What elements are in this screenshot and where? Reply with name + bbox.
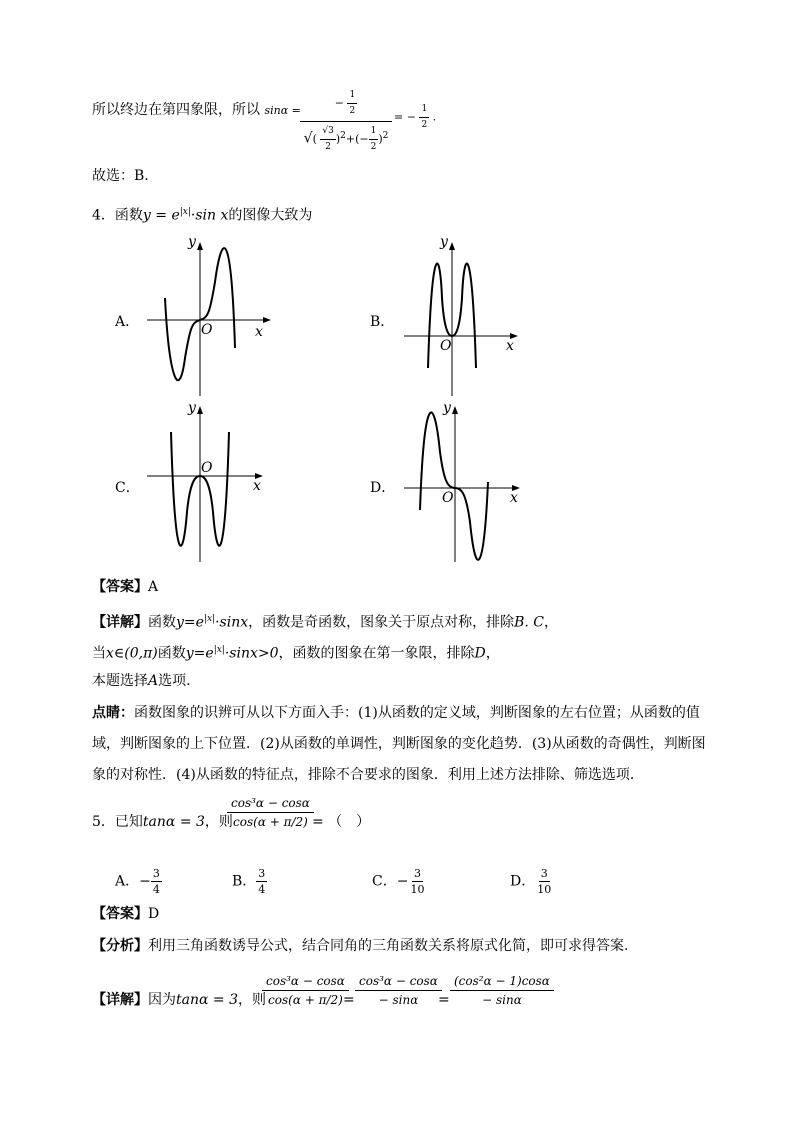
q4-option-c-label: C．	[115, 480, 140, 496]
opt-n: 3	[152, 867, 160, 880]
prev-rhs-n: 1	[419, 102, 429, 118]
answer-value: A	[148, 579, 159, 595]
d1d: ·sinx	[215, 614, 249, 631]
q5-frac-den: cos(α + π/2)	[233, 815, 308, 829]
prev-intro: 所以终边在第四象限，所以	[92, 102, 260, 118]
detail-tag: 【详解】	[92, 614, 148, 631]
q5-blank: （ ）	[328, 814, 371, 830]
q5-eq-sign: =	[312, 814, 324, 830]
opt-label: C．	[372, 873, 397, 890]
graph-b	[400, 238, 530, 398]
q5-analysis	[92, 936, 628, 956]
analysis-text: 利用三角函数诱导公式，结合同角的三角函数关系将原式化简，即可求得答案.	[148, 938, 629, 954]
opt-d: 10	[537, 883, 552, 896]
graph-d	[400, 402, 530, 564]
q5-frac-num: cos³α − cosα	[227, 796, 314, 813]
prev-fraction: − $\frac{1}{2}$ √( $\frac{√3}{2}$ )$^2$+(− $\frac{1}{2}$ )$^2$	[300, 88, 392, 155]
q5-option-c	[372, 866, 426, 897]
d1b: y=e	[176, 614, 204, 631]
prev-den-a: √3	[320, 124, 335, 140]
d3a: 本题选择	[92, 673, 148, 689]
q5-detail	[92, 990, 266, 1010]
prev-num-n: 1	[347, 88, 357, 104]
q5-answer	[92, 904, 159, 924]
q5-cond: tanα = 3	[142, 814, 205, 830]
x-label: x	[253, 478, 261, 494]
d2b: x∈(0,π)	[106, 645, 158, 662]
q4-note-2: 域，判断图象的上下位置．(2)从函数的单调性，判断图象的变化趋势．(3)从函数的奇偶性，判断图	[92, 736, 706, 752]
d3b: A	[148, 673, 159, 689]
answer-tag: 【答案】	[92, 579, 148, 595]
d2c: 函数	[157, 645, 186, 662]
y-label: y	[440, 238, 448, 250]
analysis-tag: 【分析】	[92, 938, 148, 954]
x-label: x	[510, 490, 518, 506]
x-arrow-icon	[263, 317, 271, 323]
f1-num: cos³α − cosα	[262, 974, 349, 991]
prev-num-d: 2	[349, 106, 356, 116]
q5-detail-eq1: =	[343, 992, 355, 1008]
q5-mid: ，则	[204, 814, 233, 830]
opt-n: 3	[540, 867, 548, 880]
d2e: |x|	[213, 645, 225, 655]
q4-detail-1	[92, 609, 558, 633]
q4-detail-3	[92, 671, 191, 691]
origin-label: O	[201, 460, 213, 476]
q4-option-b-label: B．	[370, 314, 395, 330]
q5-detail-frac2	[355, 974, 442, 1007]
opt-d: 4	[152, 883, 160, 896]
prev-rhs-eq: = −	[394, 110, 416, 124]
origin-label: O	[201, 322, 213, 338]
prev-lhs: sinα =	[264, 104, 301, 117]
q5-detail-frac1	[262, 974, 349, 1007]
f2-num: cos³α − cosα	[355, 974, 442, 991]
note-tag: 点睛：	[92, 705, 134, 721]
opt-sign: −	[396, 873, 409, 890]
opt-label: D．	[510, 873, 536, 890]
d2d: y=e	[185, 645, 214, 662]
opt-sign: −	[139, 873, 151, 890]
prev-line	[92, 100, 301, 121]
prev-choice: 故选：B.	[92, 168, 149, 184]
detail-mid: ，则	[237, 992, 266, 1008]
d2a: 当	[92, 645, 106, 662]
f3-den: − sinα	[482, 993, 522, 1007]
prev-den-a-d: 2	[325, 142, 331, 152]
d1e: ，函数是奇函数，图象关于原点对称，排除	[248, 614, 515, 631]
graph-a	[145, 238, 275, 398]
q4-option-a-label: A．	[115, 314, 140, 330]
f2-den: − sinα	[378, 993, 419, 1007]
d2i: ，	[485, 645, 500, 662]
q4-detail-2	[92, 640, 500, 664]
q4-stem-exp: |x|	[179, 207, 191, 217]
q5-detail-eq2: =	[438, 992, 450, 1008]
d2g: ，函数的图象在第一象限，排除	[278, 645, 475, 662]
opt-d: 4	[258, 883, 266, 896]
answer-value: D	[148, 906, 160, 922]
q5-stem	[92, 812, 233, 832]
q4-stem-post: 的图像大致为	[228, 207, 313, 224]
prev-den-b: 1	[369, 124, 379, 140]
curve	[420, 412, 488, 559]
opt-d: 10	[410, 883, 425, 896]
d1f: B. C	[514, 614, 545, 631]
q5-eq	[312, 812, 370, 832]
answer-tag: 【答案】	[92, 906, 148, 922]
q4-stem-fn: y = e	[142, 207, 180, 224]
y-arrow-icon	[197, 242, 203, 250]
opt-n: 3	[413, 867, 421, 880]
detail-tag: 【详解】	[92, 992, 148, 1008]
q4-note-1	[92, 703, 700, 723]
y-arrow-icon	[197, 406, 203, 414]
prev-num-sign: −	[334, 96, 344, 110]
d1g: ，	[544, 614, 559, 631]
q4-option-d-label: D．	[370, 480, 396, 496]
x-label: x	[506, 338, 514, 354]
prev-rhs-d: 2	[421, 120, 428, 130]
q5-option-d	[510, 866, 553, 897]
opt-n: 3	[258, 867, 266, 880]
y-label: y	[188, 238, 196, 250]
opt-label: A．	[115, 873, 140, 890]
graph-c	[145, 402, 275, 564]
q4-stem-pre: 4．函数	[92, 207, 143, 224]
d2f: ·sinx>0	[224, 645, 279, 662]
detail-cond: tanα = 3	[176, 992, 238, 1008]
f3-num: (cos²α − 1)cosα	[450, 974, 554, 991]
prev-end: .	[432, 110, 437, 124]
q4-stem-fn2: ·sin x	[190, 207, 229, 224]
q4-note-3: 象的对称性．(4)从函数的特征点，排除不合要求的图象．利用上述方法排除、筛选选项．	[92, 767, 644, 783]
note-1: 函数图象的识辨可从以下方面入手：(1)从函数的定义域，判断图象的左右位置；从函数的值	[134, 705, 700, 721]
q5-detail-frac3	[450, 974, 554, 1007]
y-label: y	[443, 402, 451, 416]
prev-rhs	[394, 102, 436, 133]
opt-label: B．	[232, 873, 257, 890]
d2h: D	[474, 645, 486, 662]
q5-option-b	[232, 866, 267, 897]
d1a: 函数	[148, 614, 176, 631]
origin-label: O	[442, 490, 454, 506]
q5-fraction	[227, 796, 314, 829]
d1c: |x|	[203, 614, 216, 624]
y-arrow-icon	[449, 242, 455, 250]
q5-stem-pre: 5．已知	[92, 814, 143, 830]
prev-den-b-d: 2	[370, 142, 377, 152]
y-label: y	[188, 402, 196, 416]
q4-stem	[92, 202, 312, 226]
d3c: 选项.	[158, 673, 191, 689]
y-arrow-icon	[452, 406, 458, 414]
origin-label: O	[440, 338, 452, 354]
f1-den: cos(α + π/2)	[268, 993, 343, 1007]
q5-option-a	[115, 866, 162, 897]
x-label: x	[255, 324, 263, 340]
q4-answer	[92, 577, 158, 597]
detail-pre: 因为	[148, 992, 176, 1008]
